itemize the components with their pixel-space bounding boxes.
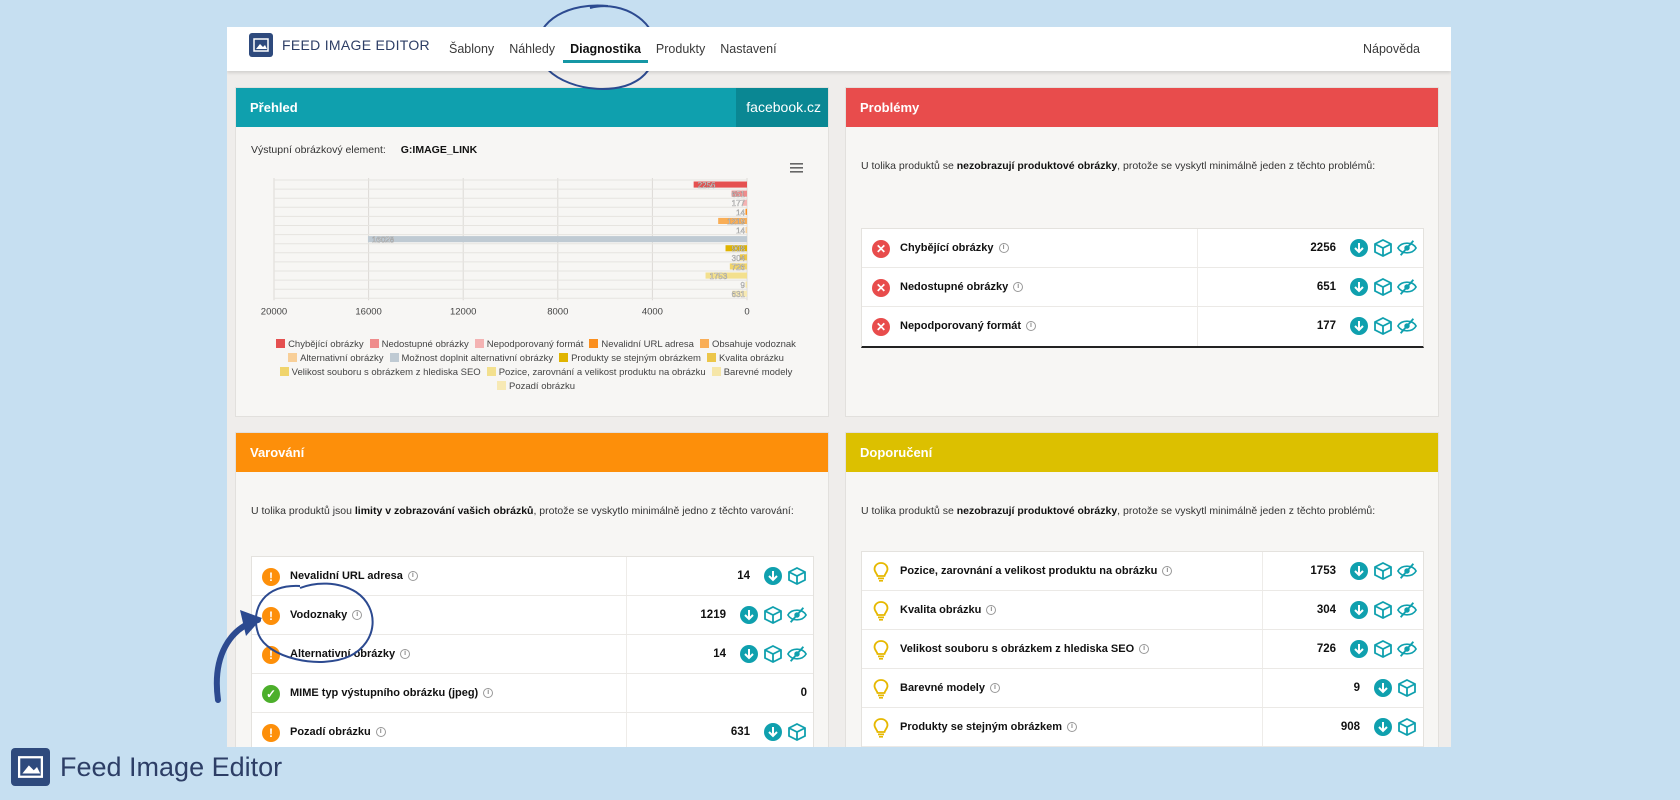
row-actions	[1345, 600, 1417, 620]
overview-panel	[235, 87, 829, 417]
legend-item[interactable]: Možnost doplnit alternativní obrázky	[390, 352, 554, 366]
legend-swatch	[707, 353, 716, 362]
problems-description	[861, 160, 1375, 172]
column-divider	[1262, 591, 1263, 629]
problems-panel	[845, 87, 1439, 417]
recommendation-name-text: Pozice, zarovnání a velikost produktu na obrázku	[900, 565, 1158, 577]
legend-item[interactable]: Alternativní obrázky	[288, 352, 383, 366]
product-box-icon[interactable]	[1373, 316, 1393, 336]
warnings-panel	[235, 432, 829, 747]
column-divider	[626, 557, 627, 595]
problems-desc-text: U tolika produktů se	[861, 160, 957, 172]
recommendation-name	[900, 591, 996, 630]
info-icon[interactable]: i	[1162, 566, 1172, 576]
download-icon[interactable]	[763, 566, 783, 586]
recommendation-name	[900, 708, 1077, 747]
warning-icon: !	[262, 607, 280, 625]
warning-name	[290, 557, 418, 596]
warning-icon: !	[262, 646, 280, 664]
column-divider	[1262, 669, 1263, 707]
x-tick-label: 0	[744, 306, 750, 318]
problem-row-missing-images[interactable]	[862, 229, 1423, 268]
help-link[interactable]: Nápověda	[1363, 42, 1420, 56]
warning-name	[290, 674, 493, 713]
data-label: 14	[736, 226, 745, 236]
download-icon[interactable]	[739, 605, 759, 625]
info-icon[interactable]: i	[408, 571, 418, 581]
recommendation-name	[900, 630, 1149, 669]
problems-header	[846, 88, 1438, 127]
recommendations-desc-text: U tolika produktů se	[861, 505, 957, 517]
info-icon[interactable]: i	[1026, 321, 1036, 331]
problem-count: 2256	[1310, 242, 1336, 254]
recommendation-row-color-models[interactable]	[862, 669, 1423, 708]
data-label: 9	[740, 281, 745, 291]
bar-4	[746, 209, 748, 215]
warnings-description	[251, 505, 794, 517]
data-label: 1753	[709, 272, 728, 281]
data-label: 908	[731, 244, 745, 254]
recommendation-name-text: Barevné modely	[900, 682, 985, 694]
warnings-desc-text: U tolika produktů jsou	[251, 505, 355, 517]
recommendation-name-text: Kvalita obrázku	[900, 604, 982, 616]
x-tick-label: 12000	[449, 306, 477, 318]
recommendations-table	[861, 551, 1424, 747]
recommendations-desc-text-end: , protože se vyskytl minimálně jeden z těchto problémů:	[1117, 505, 1376, 517]
download-icon[interactable]	[1349, 600, 1369, 620]
row-actions	[759, 566, 807, 586]
download-icon[interactable]	[1349, 561, 1369, 581]
warning-row-watermarks[interactable]	[252, 596, 813, 635]
info-icon[interactable]: i	[999, 243, 1009, 253]
warning-name-text: Nevalidní URL adresa	[290, 570, 403, 582]
product-box-icon[interactable]	[787, 722, 807, 742]
problem-name	[900, 307, 1036, 346]
row-actions	[759, 722, 807, 742]
footer-brand	[11, 748, 282, 786]
column-divider	[626, 674, 627, 712]
legend-item[interactable]: Produkty se stejným obrázkem	[559, 352, 701, 366]
download-icon[interactable]	[1373, 678, 1393, 698]
row-actions	[1369, 717, 1417, 737]
column-divider	[1262, 630, 1263, 668]
legend-item[interactable]: Nepodporovaný formát	[475, 338, 584, 352]
data-label: 726	[731, 262, 745, 272]
image-logo-icon	[11, 748, 50, 786]
warning-count: 0	[800, 687, 807, 699]
nav-produkty[interactable]: Produkty	[655, 42, 706, 56]
app-window	[227, 27, 1451, 747]
recommendation-row-position[interactable]	[862, 552, 1423, 591]
data-label: 16028	[371, 235, 395, 245]
column-divider	[1197, 229, 1198, 267]
overview-title: Přehled	[250, 100, 298, 115]
lightbulb-icon	[873, 601, 889, 621]
error-icon: ✕	[872, 318, 890, 336]
row-actions	[735, 644, 807, 664]
nav-diagnostika[interactable]: Diagnostika	[570, 27, 641, 71]
warning-icon: !	[262, 724, 280, 742]
legend-swatch	[497, 381, 506, 390]
problem-row-unavailable-images[interactable]	[862, 268, 1423, 307]
problems-title: Problémy	[860, 100, 920, 115]
row-actions	[1345, 238, 1417, 258]
legend-swatch	[475, 339, 484, 348]
info-icon[interactable]: i	[400, 649, 410, 659]
x-tick-label: 4000	[641, 306, 663, 318]
warning-name-text: Pozadí obrázku	[290, 726, 371, 738]
output-element-label: Výstupní obrázkový element:	[251, 144, 386, 156]
hide-eye-icon[interactable]	[1397, 277, 1417, 297]
recommendation-row-same-image[interactable]	[862, 708, 1423, 747]
lightbulb-icon	[873, 718, 889, 738]
recommendations-description	[861, 505, 1375, 517]
column-divider	[626, 635, 627, 673]
nav-sablony[interactable]: Šablony	[449, 42, 495, 56]
column-divider	[1262, 552, 1263, 590]
nav-nahledy[interactable]: Náhledy	[509, 42, 556, 56]
column-divider	[1197, 268, 1198, 306]
recommendation-name-text: Velikost souboru s obrázkem z hlediska SEO	[900, 643, 1135, 655]
legend-swatch	[288, 353, 297, 362]
problem-name-text: Chybějící obrázky	[900, 242, 994, 254]
hide-eye-icon[interactable]	[787, 644, 807, 664]
hide-eye-icon[interactable]	[1397, 600, 1417, 620]
warning-count: 14	[737, 570, 750, 582]
problem-name-text: Nepodporovaný formát	[900, 320, 1022, 332]
image-logo-icon	[249, 33, 273, 57]
info-icon[interactable]: i	[1139, 644, 1149, 654]
chart-legend	[256, 338, 816, 394]
recommendation-name	[900, 669, 1000, 708]
legend-item[interactable]: Barevné modely	[712, 366, 793, 380]
legend-swatch	[559, 353, 568, 362]
column-divider	[626, 713, 627, 747]
x-tick-label: 20000	[260, 306, 288, 318]
download-icon[interactable]	[1349, 639, 1369, 659]
product-box-icon[interactable]	[1397, 717, 1417, 737]
download-icon[interactable]	[1373, 717, 1393, 737]
row-actions	[1345, 639, 1417, 659]
legend-swatch	[280, 367, 289, 376]
info-icon[interactable]: i	[1013, 282, 1023, 292]
download-icon[interactable]	[763, 722, 783, 742]
recommendation-count: 9	[1353, 682, 1360, 694]
column-divider	[1262, 708, 1263, 746]
warning-name-text: MIME typ výstupního obrázku (jpeg)	[290, 687, 479, 699]
product-box-icon[interactable]	[1373, 238, 1393, 258]
warning-icon: !	[262, 568, 280, 586]
legend-item[interactable]: Obsahuje vodoznak	[700, 338, 796, 352]
info-icon[interactable]: i	[986, 605, 996, 615]
footer-brand-name: Feed Image Editor	[60, 751, 283, 782]
recommendation-count: 908	[1340, 721, 1360, 733]
product-box-icon[interactable]	[787, 566, 807, 586]
warning-name	[290, 596, 362, 635]
warnings-table	[251, 556, 814, 747]
data-label: 631	[731, 290, 745, 300]
error-icon: ✕	[872, 279, 890, 297]
x-tick-label: 16000	[355, 306, 382, 318]
legend-swatch	[712, 367, 721, 376]
warnings-desc-bold: limity v zobrazování vašich obrázků	[354, 505, 534, 517]
download-icon[interactable]	[739, 644, 759, 664]
row-actions	[735, 605, 807, 625]
recommendation-count: 726	[1316, 643, 1336, 655]
bar-12	[746, 282, 748, 288]
data-label: 1219	[727, 217, 745, 227]
legend-swatch	[370, 339, 379, 348]
recommendation-name	[900, 552, 1172, 591]
legend-item[interactable]: Chybějící obrázky	[276, 338, 364, 352]
legend-item[interactable]: Kvalita obrázku	[707, 352, 784, 366]
lightbulb-icon	[873, 640, 889, 660]
warning-name	[290, 713, 386, 747]
bar-7	[368, 236, 747, 242]
legend-swatch	[700, 339, 709, 348]
info-icon[interactable]: i	[990, 683, 1000, 693]
ok-check-icon: ✓	[262, 685, 280, 703]
legend-item[interactable]: Pozadí obrázku	[497, 380, 575, 394]
problem-name-text: Nedostupné obrázky	[900, 281, 1009, 293]
warning-count: 14	[713, 648, 726, 660]
brand-name: FEED IMAGE EDITOR	[282, 37, 430, 53]
hide-eye-icon[interactable]	[1397, 316, 1417, 336]
product-box-icon[interactable]	[763, 644, 783, 664]
problem-count: 177	[1316, 320, 1336, 332]
recommendations-desc-bold: nezobrazují produktové obrázky	[956, 505, 1118, 517]
data-label: 177	[731, 199, 745, 209]
row-actions	[1345, 561, 1417, 581]
product-box-icon[interactable]	[763, 605, 783, 625]
legend-item[interactable]: Nevalidní URL adresa	[589, 338, 694, 352]
recommendation-count: 304	[1316, 604, 1336, 616]
brand[interactable]	[249, 33, 430, 57]
warning-count: 631	[730, 726, 750, 738]
hide-eye-icon[interactable]	[787, 605, 807, 625]
hide-eye-icon[interactable]	[1397, 639, 1417, 659]
legend-item[interactable]: Pozice, zarovnání a velikost produktu na obrázku	[487, 366, 706, 380]
warnings-desc-text-end: , protože se vyskytlo minimálně jedno z těchto varování:	[533, 505, 794, 517]
column-divider	[626, 596, 627, 634]
product-box-icon[interactable]	[1373, 600, 1393, 620]
download-icon[interactable]	[1349, 238, 1369, 258]
warnings-header	[236, 433, 828, 472]
legend-swatch	[390, 353, 399, 362]
hide-eye-icon[interactable]	[1397, 238, 1417, 258]
warning-row-image-background[interactable]	[252, 713, 813, 747]
legend-item[interactable]: Nedostupné obrázky	[370, 338, 469, 352]
product-box-icon[interactable]	[1373, 277, 1393, 297]
warning-row-invalid-url[interactable]	[252, 557, 813, 596]
product-box-icon[interactable]	[1397, 678, 1417, 698]
product-box-icon[interactable]	[1373, 561, 1393, 581]
lightbulb-icon	[873, 562, 889, 582]
problems-desc-text-end: , protože se vyskytl minimálně jeden z těchto problémů:	[1117, 160, 1376, 172]
recommendations-title: Doporučení	[860, 445, 933, 460]
recommendation-name-text: Produkty se stejným obrázkem	[900, 721, 1063, 733]
warning-name-text: Alternativní obrázky	[290, 648, 396, 660]
output-element-value: G:IMAGE_LINK	[400, 144, 478, 156]
warning-name-text: Vodoznaky	[290, 609, 348, 621]
info-icon[interactable]: i	[483, 688, 493, 698]
problems-desc-bold: nezobrazují produktové obrázky	[956, 160, 1118, 172]
recommendation-count: 1753	[1310, 565, 1336, 577]
warnings-title: Varování	[250, 445, 305, 460]
problem-name	[900, 229, 1009, 268]
data-label: 651	[731, 190, 745, 200]
diagnostics-chart	[236, 88, 830, 328]
recommendation-row-quality[interactable]	[862, 591, 1423, 630]
x-tick-label: 8000	[547, 306, 569, 318]
info-icon[interactable]: i	[376, 727, 386, 737]
data-label: 14	[736, 208, 745, 218]
warning-name	[290, 635, 410, 674]
warning-count: 1219	[700, 609, 726, 621]
download-icon[interactable]	[1349, 277, 1369, 297]
data-label: 2256	[697, 181, 716, 190]
data-label: 304	[731, 253, 745, 263]
warning-row-alternative-images[interactable]	[252, 635, 813, 674]
main-nav	[449, 27, 792, 71]
info-icon[interactable]: i	[352, 610, 362, 620]
hide-eye-icon[interactable]	[1397, 561, 1417, 581]
info-icon[interactable]: i	[1067, 722, 1077, 732]
recommendation-row-file-size[interactable]	[862, 630, 1423, 669]
bar-6	[746, 227, 748, 233]
legend-swatch	[589, 339, 598, 348]
product-box-icon[interactable]	[1373, 639, 1393, 659]
nav-nastaveni[interactable]: Nastavení	[720, 42, 777, 56]
error-icon: ✕	[872, 240, 890, 258]
problems-table	[861, 228, 1424, 348]
problem-name	[900, 268, 1023, 307]
row-actions	[1345, 277, 1417, 297]
recommendations-panel	[845, 432, 1439, 747]
lightbulb-icon	[873, 679, 889, 699]
top-navigation-bar	[227, 27, 1451, 71]
row-actions	[1369, 678, 1417, 698]
legend-swatch	[276, 339, 285, 348]
download-icon[interactable]	[1349, 316, 1369, 336]
problem-count: 651	[1316, 281, 1336, 293]
legend-swatch	[487, 367, 496, 376]
site-badge[interactable]: facebook.cz	[736, 88, 828, 127]
problem-row-unsupported-format[interactable]	[862, 307, 1423, 346]
warning-row-mime-type[interactable]	[252, 674, 813, 713]
column-divider	[1197, 307, 1198, 346]
legend-item[interactable]: Velikost souboru s obrázkem z hlediska SEO	[280, 366, 481, 380]
row-actions	[1345, 316, 1417, 336]
recommendations-header	[846, 433, 1438, 472]
